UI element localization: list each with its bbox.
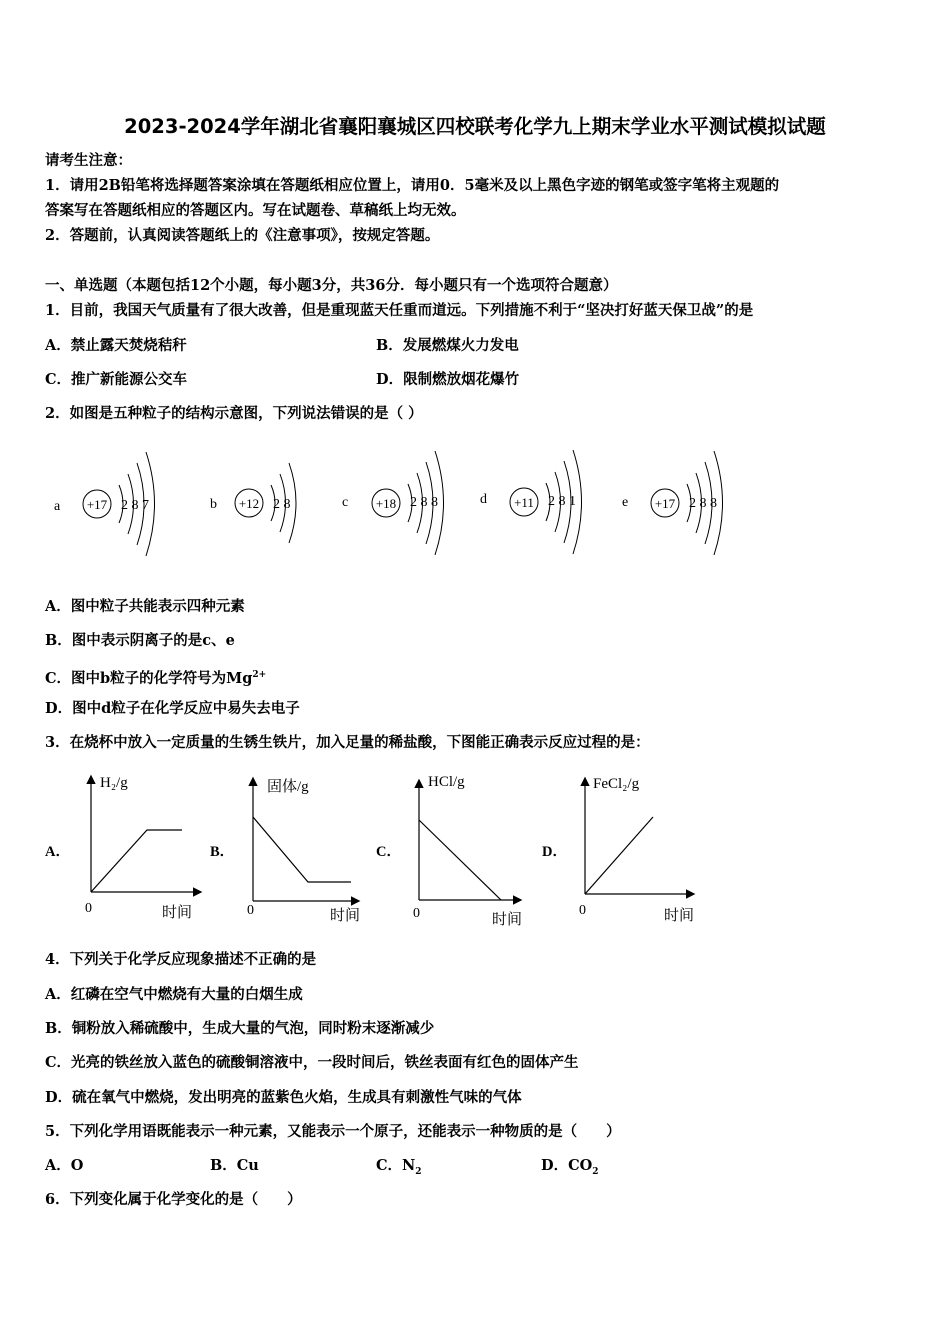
section-heading: 一、单选题（本题包括12个小题，每小题3分，共36分．每小题只有一个选项符合题意） xyxy=(45,277,618,294)
graph-b-curve xyxy=(253,817,351,882)
notice-item-1-line-2: 答案写在答题纸相应的答题区内。写在试题卷、草稿纸上均无效。 xyxy=(45,202,466,219)
q6-stem: 6．下列变化属于化学变化的是（ ） xyxy=(45,1191,302,1208)
graph-a-ylabel: H₂/g xyxy=(100,775,128,791)
q2-option-b: B．图中表示阴离子的是c、e xyxy=(45,632,235,649)
graph-a-option: A． xyxy=(45,844,70,860)
particle-b-nucleus: +12 xyxy=(238,496,260,511)
particle-e-electrons: 2 8 8 xyxy=(689,496,717,511)
particle-e-nucleus: +17 xyxy=(654,496,676,511)
particle-b-label: b xyxy=(210,497,217,512)
q5-stem: 5．下列化学用语既能表示一种元素，又能表示一个原子，还能表示一种物质的是（ ） xyxy=(45,1123,621,1140)
q1-stem: 1．目前，我国天气质量有了很大改善，但是重现蓝天任重而道远。下列措施不利于“坚决打好蓝天保卫战”的是 xyxy=(45,302,754,319)
particle-e-label: e xyxy=(622,495,629,510)
graph-b-origin: 0 xyxy=(247,903,254,918)
graph-a-origin: 0 xyxy=(85,901,92,916)
q2-stem: 2．如图是五种粒子的结构示意图，下列说法错误的是（ ） xyxy=(45,405,423,422)
q5-option-d: D．$CO_2$ xyxy=(541,1157,599,1177)
q1-option-b: B．发展燃煤火力发电 xyxy=(376,337,519,354)
graph-d-option: D． xyxy=(542,844,567,860)
graph-c xyxy=(419,781,520,900)
graph-d xyxy=(585,779,693,894)
particle-b-electrons: 2 8 xyxy=(273,497,291,512)
graph-c-curve xyxy=(419,820,501,900)
graph-b-xlabel: 时间 xyxy=(330,908,361,924)
graph-a-xlabel: 时间 xyxy=(162,905,193,921)
q4-option-c: C．光亮的铁丝放入蓝色的硫酸铜溶液中，一段时间后，铁丝表面有红色的固体产生 xyxy=(45,1054,579,1071)
particle-c-label: c xyxy=(342,495,349,510)
particle-c-nucleus: +18 xyxy=(375,496,397,511)
q4-option-b: B．铜粉放入稀硫酸中，生成大量的气泡，同时粉末逐渐减少 xyxy=(45,1020,435,1037)
graph-d-origin: 0 xyxy=(579,903,586,918)
q4-option-d: D．硫在氧气中燃烧，发出明亮的蓝紫色火焰，生成具有刺激性气味的气体 xyxy=(45,1089,522,1106)
q2-option-a: A．图中粒子共能表示四种元素 xyxy=(45,598,245,615)
graph-c-option: C． xyxy=(376,844,401,860)
graph-c-ylabel: HCl/g xyxy=(428,774,465,790)
notice-heading: 请考生注意： xyxy=(45,152,132,169)
graph-a-curve xyxy=(91,830,182,892)
q5-option-c: C．$N_2$ xyxy=(376,1157,422,1177)
particle-d-electrons: 2 8 1 xyxy=(548,494,576,509)
q5-option-a: A．O xyxy=(45,1157,84,1174)
q1-option-a: A．禁止露天焚烧秸秆 xyxy=(45,337,187,354)
page-title: 2023-2024学年湖北省襄阳襄城区四校联考化学九上期末学业水平测试模拟试题 xyxy=(124,115,826,138)
graph-d-curve xyxy=(585,817,653,894)
q5-option-b: B．Cu xyxy=(210,1157,259,1174)
graph-d-xlabel: 时间 xyxy=(664,908,695,924)
q4-stem: 4．下列关于化学反应现象描述不正确的是 xyxy=(45,951,317,968)
graph-b-option: B． xyxy=(210,844,235,860)
graph-c-xlabel: 时间 xyxy=(492,912,523,928)
q3-graphs xyxy=(40,765,710,935)
graph-a xyxy=(91,777,200,892)
q4-option-a: A．红磷在空气中燃烧有大量的白烟生成 xyxy=(45,986,303,1003)
particle-a-label: a xyxy=(54,499,61,514)
graph-b xyxy=(253,779,358,901)
q2-option-c: C．图中b粒子的化学符号为$Mg^{2+}$ xyxy=(45,669,267,687)
particle-c-electrons: 2 8 8 xyxy=(410,495,438,510)
q1-option-c: C．推广新能源公交车 xyxy=(45,371,188,388)
notice-item-1-line-1: 1．请用2B铅笔将选择题答案涂填在答题纸相应位置上，请用0．5毫米及以上黑色字迹的钢笔或签字笔将主观题的 xyxy=(45,177,780,194)
particle-a-electrons: 2 8 7 xyxy=(121,498,149,513)
q3-stem: 3．在烧杯中放入一定质量的生锈生铁片，加入足量的稀盐酸，下图能正确表示反应过程的是： xyxy=(45,734,650,751)
particle-diagrams xyxy=(40,440,760,570)
graph-c-origin: 0 xyxy=(413,906,420,921)
particle-a-nucleus: +17 xyxy=(86,497,108,512)
graph-b-ylabel: 固体/g xyxy=(267,779,309,795)
graph-d-ylabel: FeCl₂/g xyxy=(593,776,640,792)
q2-option-d: D．图中d粒子在化学反应中易失去电子 xyxy=(45,700,300,717)
notice-item-2: 2．答题前，认真阅读答题纸上的《注意事项》，按规定答题。 xyxy=(45,227,440,244)
particle-d-nucleus: +11 xyxy=(514,495,534,510)
particle-d-label: d xyxy=(480,492,487,507)
q1-option-d: D．限制燃放烟花爆竹 xyxy=(376,371,520,388)
